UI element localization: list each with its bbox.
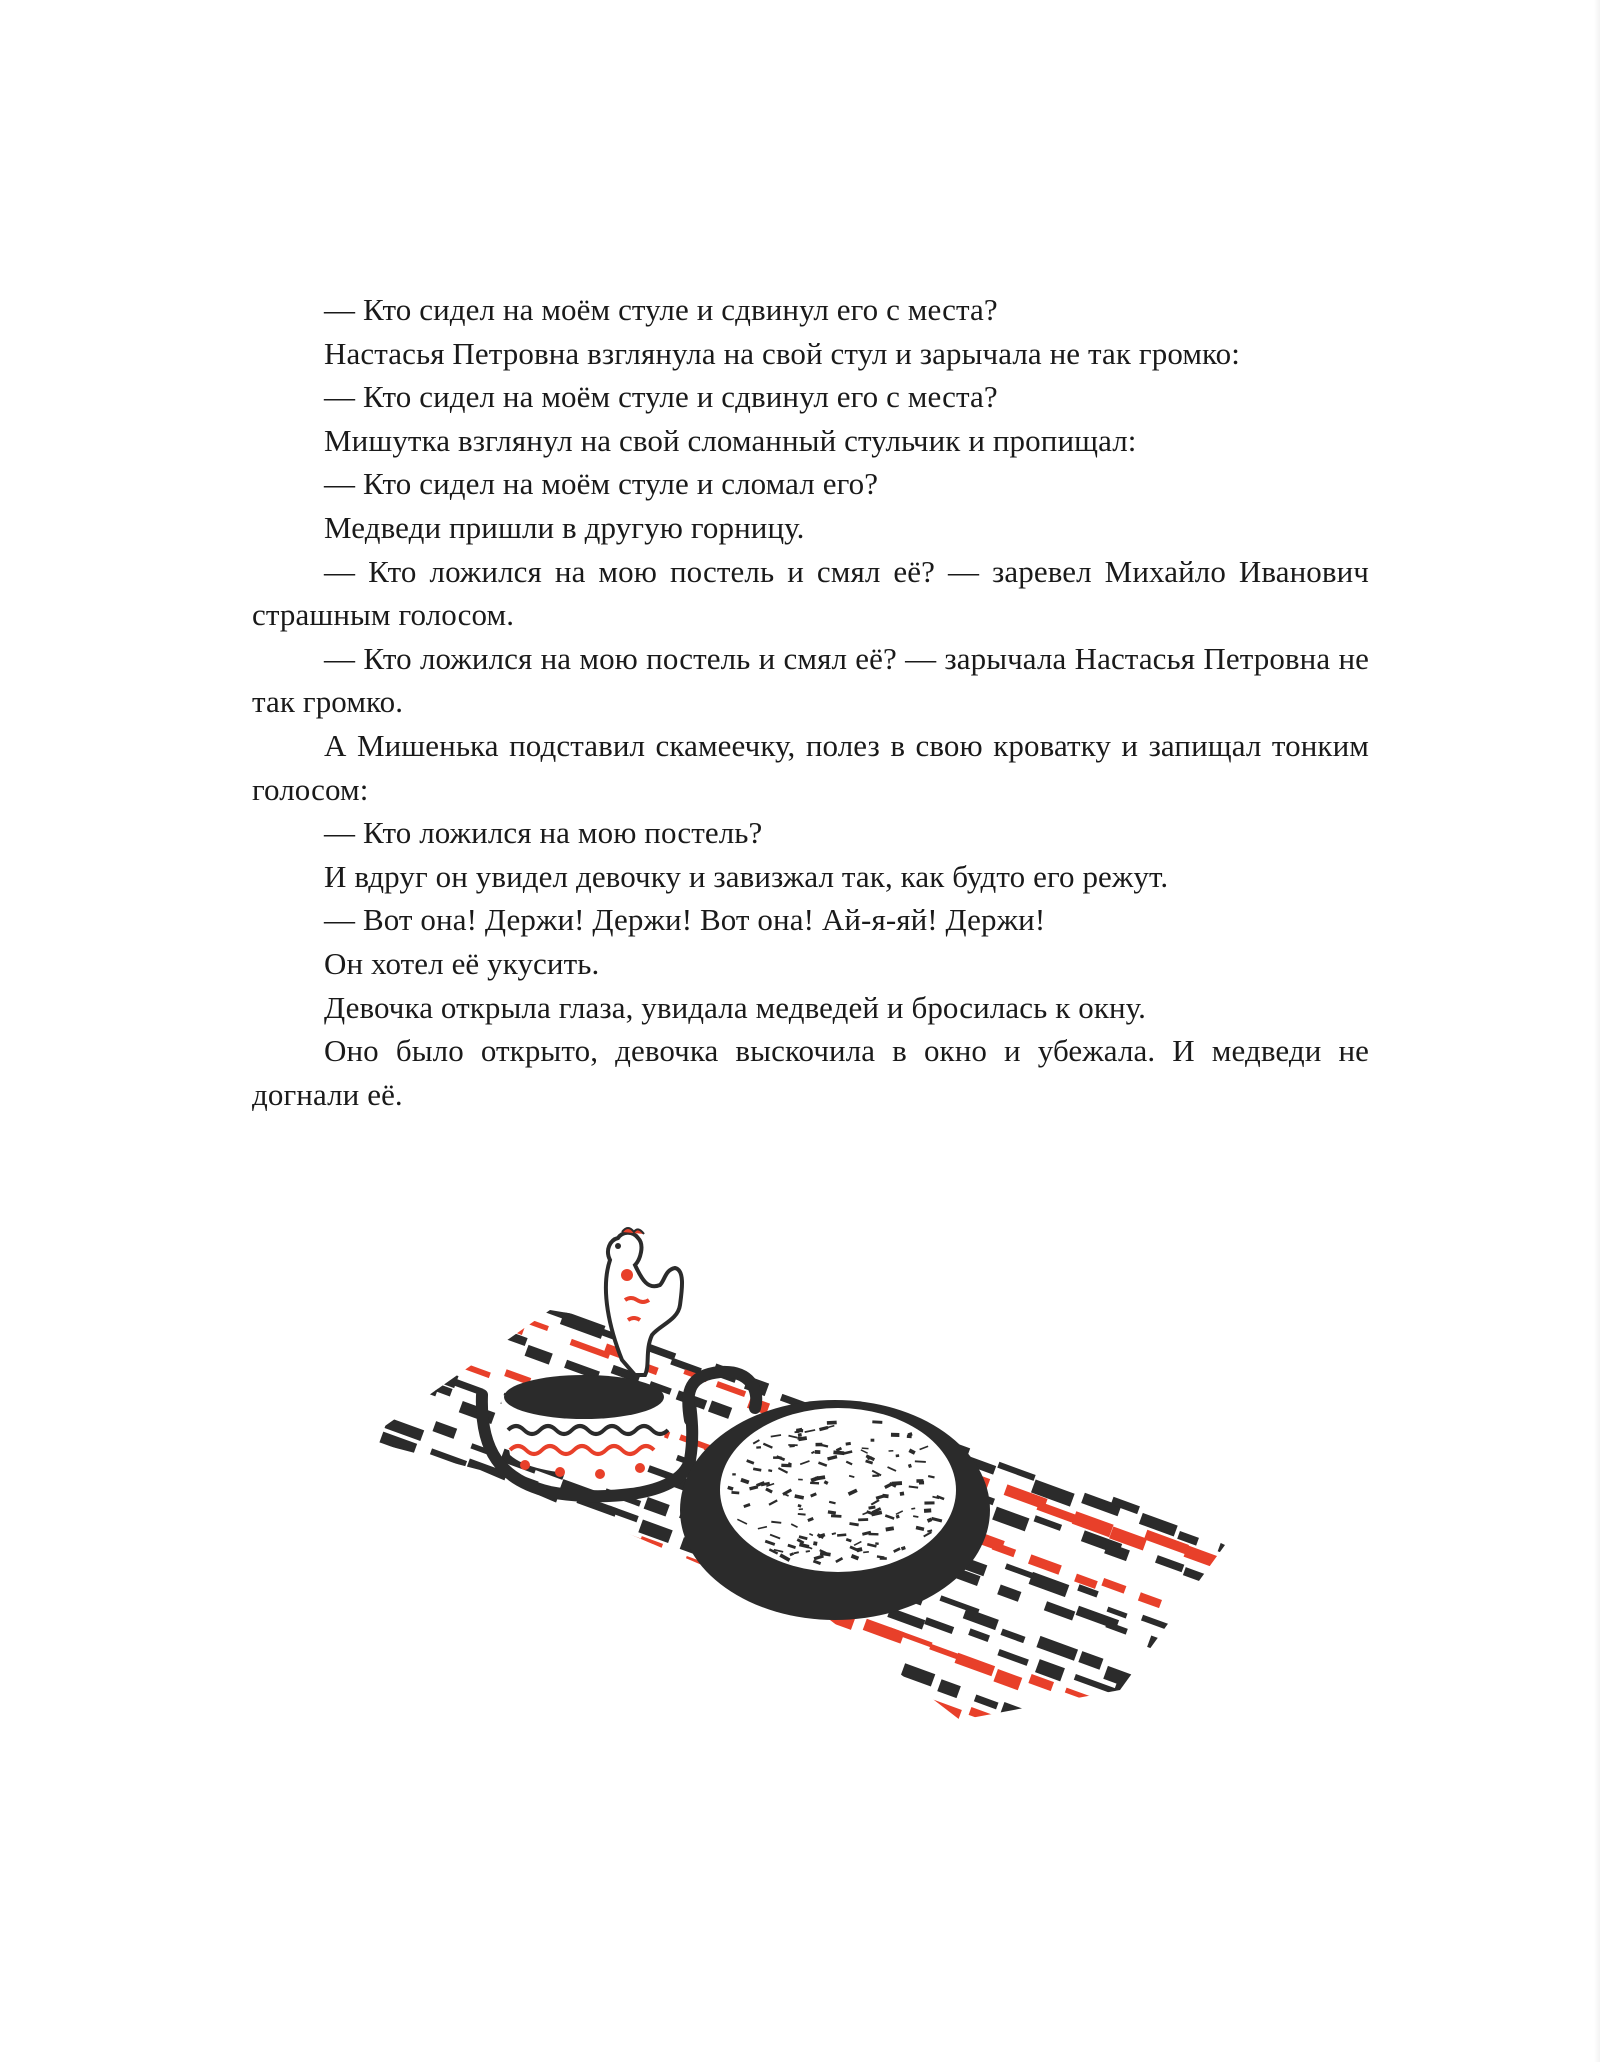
bread-crust-texture-mark	[789, 1444, 795, 1447]
towel-black-stripe-mark	[1148, 1678, 1175, 1698]
towel-red-stripe-mark	[1154, 1713, 1194, 1730]
towel-black-stripe-mark	[377, 1292, 412, 1316]
towel-black-stripe-mark	[452, 1556, 476, 1571]
towel-black-stripe-mark	[602, 1664, 631, 1682]
bread-crust-texture-mark	[810, 1482, 819, 1485]
towel-red-stripe-mark	[386, 1277, 422, 1298]
towel-black-stripe-mark	[792, 1627, 835, 1648]
towel-black-stripe-mark	[505, 1572, 542, 1595]
towel-black-stripe-mark	[394, 1530, 431, 1548]
towel-red-stripe-mark	[681, 1616, 725, 1638]
towel-black-stripe-mark	[560, 1716, 595, 1730]
paragraph: — Кто сидел на моём стуле и сломал его?	[324, 466, 879, 502]
bread-crust-texture-mark	[797, 1437, 802, 1440]
towel-black-stripe-mark	[1207, 1639, 1246, 1662]
towel-red-stripe-mark	[383, 1696, 409, 1710]
towel-black-stripe-mark	[453, 1699, 495, 1719]
towel-black-stripe-mark	[1218, 1538, 1244, 1559]
towel-red-stripe-mark	[865, 1671, 889, 1685]
towel-black-stripe-mark	[459, 1638, 489, 1653]
towel-black-stripe-mark	[814, 1686, 846, 1705]
towel-black-stripe-mark	[560, 1558, 599, 1578]
towel-black-stripe-mark	[489, 1627, 514, 1643]
towel-red-stripe-mark	[598, 1592, 632, 1612]
towel-red-stripe-mark	[396, 1577, 419, 1596]
towel-red-stripe-mark	[542, 1561, 566, 1575]
towel-red-stripe-mark	[391, 1332, 414, 1346]
bread-crust-texture-mark	[924, 1508, 931, 1512]
towel-black-stripe-mark	[722, 1710, 756, 1730]
bread-crust-texture-mark	[875, 1542, 879, 1545]
bread-crust-texture-mark	[891, 1433, 899, 1437]
towel-black-stripe-mark	[494, 1687, 539, 1714]
towel-black-stripe-mark	[452, 1521, 492, 1545]
towel-black-stripe-mark	[428, 1664, 454, 1683]
towel-black-stripe-mark	[1226, 1700, 1254, 1715]
towel-black-stripe-mark	[417, 1688, 449, 1711]
towel-black-stripe-mark	[668, 1634, 710, 1657]
towel-black-stripe-mark	[1218, 1661, 1262, 1686]
paragraph: Он хотел её укусить.	[324, 945, 600, 981]
towel-black-stripe-mark	[460, 1278, 490, 1299]
towel-black-stripe-mark	[570, 1673, 603, 1693]
towel-red-stripe-mark	[424, 1702, 461, 1724]
towel-red-stripe-mark	[633, 1605, 670, 1628]
towel-red-stripe-mark	[562, 1573, 590, 1588]
towel-red-stripe-mark	[1217, 1558, 1260, 1583]
towel-black-stripe-mark	[428, 1303, 465, 1322]
bread-crust-texture-mark	[900, 1492, 905, 1496]
towel-red-stripe-mark	[829, 1726, 852, 1730]
towel-red-stripe-mark	[709, 1690, 740, 1711]
towel-red-stripe-mark	[774, 1705, 807, 1727]
towel-black-stripe-mark	[684, 1708, 707, 1726]
towel-black-stripe-mark	[750, 1654, 778, 1673]
towel-red-stripe-mark	[417, 1289, 459, 1310]
paragraph: Оно было открыто, девочка выскочила в окно и убежала. И медведи не догнали её.	[252, 1033, 1369, 1112]
towel-red-stripe-mark	[458, 1717, 487, 1730]
bread-crust-texture-mark	[756, 1446, 761, 1449]
towel-black-stripe-mark	[643, 1698, 683, 1719]
paragraph: — Кто сидел на моём стуле и сдвинул его с места?	[324, 379, 998, 415]
paragraph: — Кто ложился на мою постель?	[324, 815, 763, 851]
towel-red-stripe-mark	[757, 1636, 796, 1658]
towel-black-stripe-mark	[781, 1674, 807, 1690]
towel-black-stripe-mark	[1185, 1650, 1216, 1670]
towel-black-stripe-mark	[526, 1660, 558, 1677]
towel-black-stripe-mark	[396, 1372, 439, 1397]
bread-crust-texture-mark	[896, 1454, 900, 1457]
towel-black-stripe-mark	[673, 1692, 708, 1711]
bread-crust-texture-mark	[871, 1439, 875, 1442]
towel-red-stripe-mark	[646, 1660, 673, 1674]
towel-black-stripe-mark	[649, 1580, 678, 1595]
paragraph: — Кто сидел на моём стуле и сдвинул его с места?	[324, 292, 998, 327]
towel-black-stripe-mark	[1212, 1717, 1238, 1730]
towel-black-stripe-mark	[415, 1605, 441, 1623]
towel-red-stripe-mark	[747, 1696, 772, 1712]
towel-black-stripe-mark	[816, 1640, 839, 1657]
paragraph: Девочка открыла глаза, увидала медведей и бросилась к окну.	[324, 989, 1147, 1025]
paragraph: Медведи пришли в другую горницу.	[324, 509, 805, 545]
towel-black-stripe-mark	[848, 1692, 869, 1704]
towel-red-stripe-mark	[456, 1535, 497, 1556]
towel-black-stripe-mark	[393, 1489, 417, 1509]
towel-black-stripe-mark	[599, 1610, 626, 1625]
towel-black-stripe-mark	[526, 1706, 552, 1724]
towel-black-stripe-mark	[1039, 1714, 1080, 1730]
bread-crust-texture-mark	[872, 1420, 882, 1423]
bread-crust-texture-mark	[916, 1479, 923, 1483]
bread-crust-texture-mark	[815, 1450, 821, 1454]
bread-crust-texture-mark	[892, 1481, 903, 1485]
paragraph: — Кто ложился на мою постель и смял её? — заревел Михайло Иванович страшным голосом.	[252, 553, 1369, 633]
towel-black-stripe-mark	[706, 1721, 730, 1730]
towel-black-stripe-mark	[455, 1319, 483, 1333]
towel-black-stripe-mark	[702, 1649, 732, 1670]
towel-black-stripe-mark	[642, 1677, 672, 1694]
towel-red-stripe-mark	[573, 1634, 603, 1651]
towel-black-stripe-mark	[505, 1646, 546, 1669]
towel-black-stripe-mark	[743, 1619, 766, 1632]
towel-red-stripe-mark	[603, 1646, 627, 1664]
towel-black-stripe-mark	[1176, 1626, 1200, 1643]
towel-black-stripe-mark	[602, 1688, 628, 1702]
towel-black-stripe-mark	[429, 1548, 452, 1565]
towel-black-stripe-mark	[597, 1569, 632, 1590]
towel-black-stripe-mark	[429, 1627, 463, 1649]
towel-black-stripe-mark	[420, 1509, 443, 1522]
towel-black-stripe-mark	[777, 1729, 811, 1730]
towel-black-stripe-mark	[459, 1677, 500, 1703]
towel-black-stripe-mark	[382, 1673, 408, 1687]
page-edge-shadow	[1594, 0, 1600, 2062]
towel-red-stripe-mark	[460, 1480, 493, 1498]
towel-red-stripe-mark	[423, 1466, 450, 1481]
bread-crust-texture-mark	[732, 1473, 736, 1475]
towel-black-stripe-mark	[493, 1535, 532, 1555]
paragraph: — Кто ложился на мою постель и смял её? — зарычала Настасья Петровна не так громко.	[252, 640, 1369, 720]
towel-red-stripe-mark	[420, 1350, 461, 1376]
bread-crust-texture-mark	[799, 1508, 803, 1510]
bread-loaf	[680, 1400, 990, 1620]
towel-red-stripe-mark	[682, 1675, 719, 1698]
towel-red-stripe-mark	[1001, 1721, 1041, 1730]
towel-red-stripe-mark	[486, 1549, 511, 1566]
towel-black-stripe-mark	[536, 1546, 581, 1573]
towel-black-stripe-mark	[531, 1726, 557, 1730]
towel-black-stripe-mark	[754, 1716, 790, 1730]
bread-crust-texture-mark	[798, 1479, 803, 1481]
paragraph: А Мишенька подставил скамеечку, полез в свою кроватку и запищал тонким голосом:	[252, 727, 1369, 807]
towel-black-stripe-mark	[673, 1588, 710, 1611]
towel-black-stripe-mark	[1112, 1683, 1137, 1703]
towel-black-stripe-mark	[535, 1584, 579, 1608]
towel-black-stripe-mark	[644, 1624, 668, 1639]
towel-black-stripe-mark	[387, 1593, 418, 1613]
bread-crust-texture-mark	[858, 1518, 868, 1521]
towel-red-stripe-mark	[1225, 1621, 1256, 1642]
bread-crust-texture-mark	[813, 1541, 818, 1546]
paragraph: — Вот она! Держи! Держи! Вот она! Ай-я-яй! Держи!	[324, 902, 1046, 938]
bread-crust-texture-mark	[907, 1435, 912, 1439]
towel-bread-illustration	[360, 1210, 1280, 1730]
paragraph: Мишутка взглянул на свой сломанный стульчик и пропищал:	[324, 422, 1137, 458]
towel-red-stripe-mark	[1178, 1610, 1211, 1630]
towel-red-stripe-mark	[386, 1509, 413, 1529]
bread-crust-texture-mark	[924, 1501, 934, 1504]
towel-red-stripe-mark	[788, 1653, 821, 1673]
towel-black-stripe-mark	[1181, 1704, 1207, 1724]
towel-red-stripe-mark	[452, 1596, 494, 1615]
towel-black-stripe-mark	[1077, 1725, 1118, 1730]
towel-red-stripe-mark	[427, 1528, 462, 1545]
towel-black-stripe-mark	[388, 1254, 412, 1269]
towel-black-stripe-mark	[578, 1657, 611, 1676]
story-text	[252, 288, 1369, 1116]
towel-red-stripe-mark	[813, 1659, 838, 1673]
towel-red-stripe-mark	[389, 1458, 432, 1478]
towel-black-stripe-mark	[541, 1645, 581, 1665]
towel-black-stripe-mark	[393, 1652, 430, 1672]
towel-red-stripe-mark	[449, 1295, 488, 1319]
towel-black-stripe-mark	[1147, 1636, 1175, 1656]
towel-red-stripe-mark	[498, 1607, 531, 1625]
towel-black-stripe-mark	[387, 1351, 427, 1371]
bread-crust-texture-mark	[795, 1431, 800, 1433]
towel-black-stripe-mark	[1172, 1685, 1207, 1704]
paragraph: Настасья Петровна взглянула на свой стул и зарычала не так громко:	[324, 335, 1240, 371]
towel-black-stripe-mark	[456, 1619, 492, 1642]
towel-red-stripe-mark	[498, 1495, 523, 1513]
towel-black-stripe-mark	[567, 1600, 608, 1626]
towel-black-stripe-mark	[499, 1287, 532, 1305]
towel-black-stripe-mark	[923, 1719, 952, 1730]
bread-crust-texture-mark	[831, 1514, 842, 1517]
bread-crust-texture-mark	[827, 1421, 837, 1425]
towel-black-stripe-mark	[1149, 1696, 1192, 1718]
towel-red-stripe-mark	[538, 1504, 561, 1521]
towel-black-stripe-mark	[503, 1712, 544, 1730]
towel-black-stripe-mark	[903, 1707, 933, 1723]
towel-black-stripe-mark	[1224, 1581, 1259, 1601]
towel-black-stripe-mark	[389, 1610, 415, 1628]
towel-red-stripe-mark	[715, 1622, 760, 1646]
towel-red-stripe-mark	[498, 1315, 526, 1336]
towel-red-stripe-mark	[418, 1583, 457, 1602]
paragraph: И вдруг он увидел девочку и завизжал так, как будто его режут.	[324, 858, 1169, 894]
towel-red-stripe-mark	[1118, 1697, 1155, 1716]
towel-red-stripe-mark	[526, 1628, 565, 1649]
towel-black-stripe-mark	[720, 1608, 744, 1624]
bread-crust-texture-mark	[798, 1433, 802, 1437]
towel-black-stripe-mark	[421, 1266, 446, 1286]
towel-red-stripe-mark	[497, 1727, 536, 1730]
